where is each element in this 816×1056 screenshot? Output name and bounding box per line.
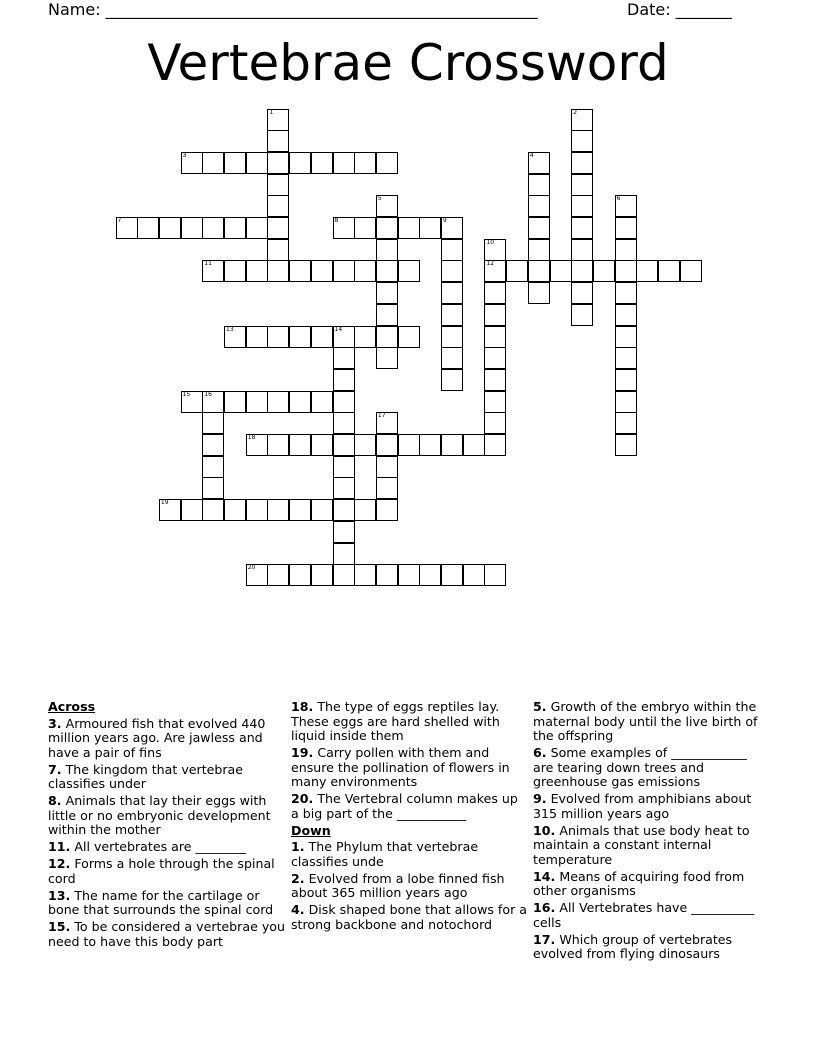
crossword-cell[interactable] <box>333 391 355 413</box>
clue-number: 4. <box>291 902 305 917</box>
crossword-cell[interactable] <box>333 369 355 391</box>
crossword-cell[interactable] <box>484 564 506 586</box>
crossword-cell[interactable] <box>571 260 593 282</box>
crossword-cell[interactable] <box>311 434 333 456</box>
clue <box>291 792 529 821</box>
section-heading: Down <box>291 822 331 838</box>
crossword-cell[interactable] <box>484 304 506 326</box>
clue-number: 1 <box>269 108 274 116</box>
crossword-cell[interactable] <box>484 369 506 391</box>
crossword-cell[interactable] <box>289 391 311 413</box>
crossword-cell[interactable] <box>376 434 398 456</box>
clue <box>48 840 286 855</box>
clue-number: 15 <box>182 390 191 398</box>
crossword-cell[interactable] <box>333 521 355 543</box>
crossword-cell[interactable] <box>528 239 550 261</box>
clue-number: 16 <box>204 390 212 398</box>
section-heading: Across <box>48 699 96 714</box>
crossword-cell[interactable] <box>116 217 138 239</box>
clue-number: 8. <box>48 793 62 808</box>
clue <box>533 746 771 790</box>
crossword-cell[interactable] <box>398 326 420 348</box>
crossword-cell[interactable] <box>333 499 355 521</box>
crossword-cell[interactable] <box>354 564 376 586</box>
clue <box>291 903 529 932</box>
crossword-cell[interactable] <box>202 260 224 282</box>
clue-text: Carry pollen with them and ensure the pollination of flowers in many environments <box>291 745 510 789</box>
crossword-cell[interactable] <box>528 195 550 217</box>
crossword-cell[interactable] <box>289 434 311 456</box>
crossword-cell[interactable] <box>267 217 289 239</box>
crossword-cell[interactable] <box>506 260 528 282</box>
clue-number: 9. <box>533 791 547 806</box>
clue-text: The name for the cartilage or bone that surrounds the spinal cord <box>48 887 274 917</box>
clue-number: 10 <box>486 238 495 246</box>
crossword-cell[interactable] <box>615 326 637 348</box>
crossword-cell[interactable] <box>202 412 224 434</box>
clue <box>533 700 771 744</box>
crossword-cell[interactable] <box>571 239 593 261</box>
crossword-cell[interactable] <box>571 282 593 304</box>
crossword-cell[interactable] <box>181 217 203 239</box>
crossword-cell[interactable] <box>246 499 268 521</box>
crossword-cell[interactable] <box>376 239 398 261</box>
clue <box>291 872 529 901</box>
crossword-cell[interactable] <box>267 434 289 456</box>
crossword-cell[interactable] <box>571 174 593 196</box>
crossword-cell[interactable] <box>181 391 203 413</box>
clue-text: Means of acquiring food from other organisms <box>533 868 745 898</box>
crossword-cell[interactable] <box>376 499 398 521</box>
crossword-cell[interactable] <box>267 564 289 586</box>
crossword-cell[interactable] <box>289 152 311 174</box>
crossword-cell[interactable] <box>159 499 181 521</box>
clue-number: 3. <box>48 715 62 731</box>
clue-text: The kingdom that vertebrae classifies under <box>48 761 244 791</box>
crossword-cell[interactable] <box>441 347 463 369</box>
crossword-cell[interactable] <box>354 260 376 282</box>
crossword-cell[interactable] <box>376 477 398 499</box>
crossword-cell[interactable] <box>484 434 506 456</box>
date-field: Date: _______ <box>627 0 732 19</box>
clue-number: 16. <box>533 900 556 915</box>
clue-number: 14. <box>533 868 556 884</box>
crossword-cell[interactable] <box>441 260 463 282</box>
clue <box>291 700 529 744</box>
clue-number: 15. <box>48 919 71 934</box>
clue-number: 12 <box>486 260 495 268</box>
crossword-cell[interactable] <box>224 217 246 239</box>
clue-number: 17 <box>377 412 386 420</box>
clue-number: 14 <box>334 325 343 333</box>
crossword-cell[interactable] <box>528 282 550 304</box>
crossword-cell[interactable] <box>376 304 398 326</box>
crossword-cell[interactable] <box>376 195 398 217</box>
crossword-cell[interactable] <box>354 152 376 174</box>
clue <box>291 746 529 790</box>
clue-number: 20 <box>247 564 256 572</box>
crossword-cell[interactable] <box>528 260 550 282</box>
clue-number: 5 <box>377 195 382 203</box>
crossword-cell[interactable] <box>484 412 506 434</box>
crossword-cell[interactable] <box>484 282 506 304</box>
crossword-cell[interactable] <box>202 217 224 239</box>
crossword-cell[interactable] <box>354 326 376 348</box>
clue-number: 4 <box>529 151 534 159</box>
crossword-cell[interactable] <box>571 130 593 152</box>
clue-number: 18 <box>247 434 256 441</box>
clue-number: 18. <box>291 699 314 714</box>
crossword-cell[interactable] <box>376 217 398 239</box>
crossword-cell[interactable] <box>441 239 463 261</box>
crossword-cell[interactable] <box>484 347 506 369</box>
clue-text: All Vertebrates have __________ cells <box>533 900 755 930</box>
clue-number: 13. <box>48 887 71 903</box>
clue <box>48 889 286 918</box>
crossword-cell[interactable] <box>463 564 485 586</box>
clue-number: 6 <box>616 195 621 203</box>
crossword-cell[interactable] <box>224 152 246 174</box>
crossword-cell[interactable] <box>311 499 333 521</box>
clue-number: 20. <box>291 791 314 806</box>
crossword-cell[interactable] <box>398 217 420 239</box>
clue-text: Animals that lay their eggs with little or no embryonic development within the mother <box>48 793 271 837</box>
clue <box>48 717 286 761</box>
crossword-cell[interactable] <box>615 347 637 369</box>
crossword-cell[interactable] <box>398 260 420 282</box>
crossword-cell[interactable] <box>593 260 615 282</box>
crossword-cell[interactable] <box>267 239 289 261</box>
crossword-cell[interactable] <box>484 391 506 413</box>
crossword-cell[interactable] <box>267 391 289 413</box>
crossword-cell[interactable] <box>311 391 333 413</box>
crossword-cell[interactable] <box>289 564 311 586</box>
crossword-cell[interactable] <box>267 326 289 348</box>
crossword-cell[interactable] <box>267 174 289 196</box>
crossword-cell[interactable] <box>267 130 289 152</box>
crossword-cell[interactable] <box>224 326 246 348</box>
clue-number: 6. <box>533 745 547 760</box>
crossword-cell[interactable] <box>267 152 289 174</box>
crossword-cell[interactable] <box>441 564 463 586</box>
crossword-cell[interactable] <box>484 260 506 282</box>
crossword-cell[interactable] <box>615 260 637 282</box>
crossword-cell[interactable] <box>615 239 637 261</box>
crossword-cell[interactable] <box>333 543 355 565</box>
crossword-cell[interactable] <box>311 326 333 348</box>
crossword-cell[interactable] <box>419 564 441 586</box>
crossword-cell[interactable] <box>246 434 268 456</box>
crossword-cell[interactable] <box>333 412 355 434</box>
crossword-cell[interactable] <box>354 499 376 521</box>
crossword-cell[interactable] <box>202 434 224 456</box>
crossword-cell[interactable] <box>398 564 420 586</box>
clue-text: Which group of vertebrates evolved from flying dinosaurs <box>533 931 733 961</box>
crossword-cell[interactable] <box>354 217 376 239</box>
crossword-cell[interactable] <box>680 260 702 282</box>
clue-text: Growth of the embryo within the maternal body until the live birth of the offspring <box>533 699 758 743</box>
crossword-cell[interactable] <box>441 434 463 456</box>
crossword-cell[interactable] <box>224 499 246 521</box>
crossword-cell[interactable] <box>246 217 268 239</box>
clue-text: Animals that use body heat to maintain a constant internal temperature <box>533 822 750 867</box>
crossword-cell[interactable] <box>202 391 224 413</box>
clue-number: 2 <box>573 108 578 116</box>
crossword-cell[interactable] <box>202 456 224 478</box>
clue <box>533 870 771 899</box>
crossword-cell[interactable] <box>615 282 637 304</box>
crossword-cell[interactable] <box>333 434 355 456</box>
crossword-cell[interactable] <box>224 391 246 413</box>
crossword-cell[interactable] <box>267 260 289 282</box>
crossword-cell[interactable] <box>159 217 181 239</box>
crossword-cell[interactable] <box>202 477 224 499</box>
crossword-cell[interactable] <box>615 195 637 217</box>
clue-text: Some examples of ____________ are tearing down trees and greenhouse gas emissions <box>533 745 747 789</box>
clue-text: All vertebrates are ________ <box>74 839 246 854</box>
crossword-cell[interactable] <box>333 347 355 369</box>
clue <box>48 763 286 792</box>
crossword-cell[interactable] <box>615 434 637 456</box>
crossword-cell[interactable] <box>528 217 550 239</box>
crossword-cell[interactable] <box>267 195 289 217</box>
clue-number: 10. <box>533 822 556 838</box>
crossword-cell[interactable] <box>289 326 311 348</box>
crossword-cell[interactable] <box>181 152 203 174</box>
clue-text: The Phylum that vertebrae classifies unde <box>291 839 479 869</box>
clue <box>48 857 286 886</box>
clue-column-3 <box>533 700 771 964</box>
clue-number: 5. <box>533 699 547 714</box>
crossword-cell[interactable] <box>441 282 463 304</box>
clue-number: 17. <box>533 931 556 947</box>
clue-number: 19. <box>291 745 314 760</box>
clue <box>533 933 771 962</box>
crossword-cell[interactable] <box>311 152 333 174</box>
clue-text: The type of eggs reptiles lay. These eggs are hard shelled with liquid inside them <box>291 699 500 743</box>
crossword-cell[interactable] <box>658 260 680 282</box>
crossword-cell[interactable] <box>441 217 463 239</box>
clue-column-2 <box>291 700 529 935</box>
clue-text: Disk shaped bone that allows for a strong backbone and notochord <box>291 902 527 932</box>
crossword-cell[interactable] <box>615 391 637 413</box>
crossword-cell[interactable] <box>246 326 268 348</box>
clue-number: 3 <box>182 151 187 159</box>
clue-number: 7. <box>48 761 62 777</box>
crossword-cell[interactable] <box>398 434 420 456</box>
crossword-cell[interactable] <box>354 434 376 456</box>
clue-text: Evolved from a lobe finned fish about 365 million years ago <box>291 870 505 900</box>
clue-text: To be considered a vertebrae you need to have this body part <box>48 919 285 949</box>
crossword-cell[interactable] <box>311 260 333 282</box>
clue-text: Evolved from amphibians about 315 million years ago <box>533 791 752 821</box>
crossword-cell[interactable] <box>528 174 550 196</box>
crossword-cell[interactable] <box>311 564 333 586</box>
crossword-cell[interactable] <box>267 499 289 521</box>
crossword-cell[interactable] <box>636 260 658 282</box>
crossword-cell[interactable] <box>181 499 203 521</box>
crossword-cell[interactable] <box>441 326 463 348</box>
crossword-cell[interactable] <box>376 282 398 304</box>
crossword-cell[interactable] <box>484 239 506 261</box>
crossword-cell[interactable] <box>528 152 550 174</box>
clue-number: 1. <box>291 839 305 854</box>
clue <box>533 792 771 821</box>
clue-text: The Vertebral column makes up a big part of the ___________ <box>291 791 518 821</box>
clue-text: Forms a hole through the spinal cord <box>48 856 275 886</box>
crossword-cell[interactable] <box>441 369 463 391</box>
crossword-cell[interactable] <box>376 456 398 478</box>
clue-number: 7 <box>117 217 122 224</box>
crossword-cell[interactable] <box>246 564 268 586</box>
crossword-cell[interactable] <box>289 260 311 282</box>
crossword-cell[interactable] <box>376 326 398 348</box>
crossword-cell[interactable] <box>333 564 355 586</box>
crossword-cell[interactable] <box>376 152 398 174</box>
name-field: Name: ______________________________________________________ <box>48 0 538 19</box>
crossword-cell[interactable] <box>246 391 268 413</box>
crossword-cell[interactable] <box>246 152 268 174</box>
crossword-cell[interactable] <box>376 412 398 434</box>
clue-number: 12. <box>48 856 71 871</box>
crossword-cell[interactable] <box>333 217 355 239</box>
crossword-cell[interactable] <box>571 195 593 217</box>
crossword-cell[interactable] <box>571 109 593 131</box>
clue-number: 11. <box>48 839 71 854</box>
clue-number: 9 <box>443 217 447 224</box>
crossword-cell[interactable] <box>333 152 355 174</box>
crossword-cell[interactable] <box>376 260 398 282</box>
clue-number: 8 <box>334 217 339 224</box>
crossword-cell[interactable] <box>419 217 441 239</box>
clue-column-1 <box>48 700 286 952</box>
clue <box>533 901 771 930</box>
crossword-cell[interactable] <box>441 304 463 326</box>
crossword-cell[interactable] <box>550 260 572 282</box>
crossword-cell[interactable] <box>224 260 246 282</box>
crossword-cell[interactable] <box>333 326 355 348</box>
crossword-cell[interactable] <box>615 304 637 326</box>
clue-number: 19 <box>160 499 169 507</box>
crossword-cell[interactable] <box>571 152 593 174</box>
crossword-cell[interactable] <box>289 499 311 521</box>
crossword-cell[interactable] <box>137 217 159 239</box>
crossword-cell[interactable] <box>246 260 268 282</box>
clue-number: 2. <box>291 870 305 886</box>
crossword-cell[interactable] <box>615 412 637 434</box>
clue <box>48 920 286 949</box>
crossword-cell[interactable] <box>571 304 593 326</box>
crossword-cell[interactable] <box>463 434 485 456</box>
crossword-cell[interactable] <box>615 217 637 239</box>
clue <box>533 824 771 868</box>
crossword-cell[interactable] <box>333 477 355 499</box>
crossword-cell[interactable] <box>484 326 506 348</box>
crossword-cell[interactable] <box>419 434 441 456</box>
crossword-cell[interactable] <box>333 456 355 478</box>
crossword-cell[interactable] <box>376 347 398 369</box>
crossword-cell[interactable] <box>376 564 398 586</box>
clue <box>291 840 529 869</box>
crossword-cell[interactable] <box>202 499 224 521</box>
page-title: Vertebrae Crossword <box>147 34 669 92</box>
crossword-cell[interactable] <box>615 369 637 391</box>
clue-text: Armoured fish that evolved 440 million years ago. Are jawless and have a pair of fins <box>48 715 266 760</box>
clue-number: 11 <box>204 260 212 268</box>
crossword-cell[interactable] <box>202 152 224 174</box>
clue-number: 13 <box>226 325 234 333</box>
clue <box>48 794 286 838</box>
crossword-cell[interactable] <box>267 109 289 131</box>
crossword-cell[interactable] <box>571 217 593 239</box>
crossword-cell[interactable] <box>333 260 355 282</box>
